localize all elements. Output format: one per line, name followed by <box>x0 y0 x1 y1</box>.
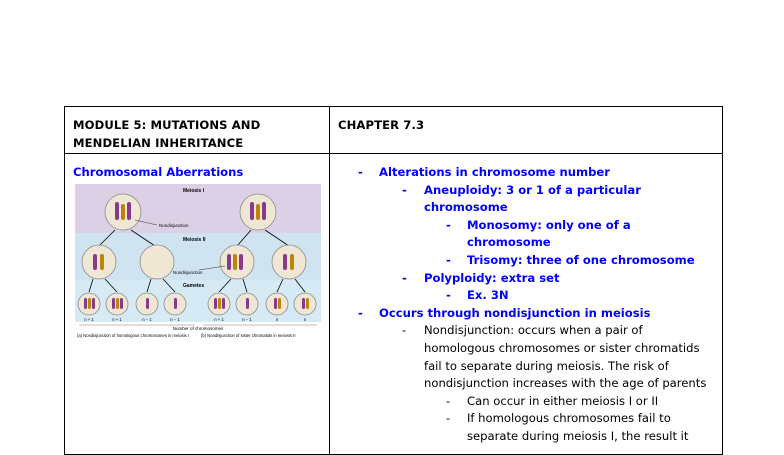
chapter-header-cell <box>330 107 723 154</box>
bullet-text: Nondisjunction: occurs when a pair of homologous chromosomes or sister chromatids fail to separate during meiosis. The risk of nondisjunction increases with the age of parents <box>424 323 707 391</box>
right-content-cell <box>330 154 723 455</box>
axis-label: Number of chromosomes <box>172 326 224 331</box>
gamete-count: n − 1 <box>142 317 152 322</box>
caption-b-wrap <box>201 333 319 349</box>
gamete-count: n + 1 <box>214 317 224 322</box>
bullet-dash: - <box>358 305 363 320</box>
chapter-title: CHAPTER 7.3 <box>338 118 425 132</box>
gamete-count: n − 1 <box>170 317 180 322</box>
meiosis1-label: Meiosis I <box>183 188 205 194</box>
notes-list-wrap <box>330 154 716 446</box>
gamete-count: n <box>303 317 307 322</box>
content-row <box>65 154 723 455</box>
gamete-count: n + 1 <box>84 317 94 322</box>
bullet-dash: - <box>446 393 451 408</box>
bullet-text: If homologous chromosomes fail to separate during meiosis I, the result it <box>467 411 689 443</box>
bullet-text: Alterations in chromosome number <box>379 165 610 179</box>
bullet-item <box>330 217 716 252</box>
bullet-dash: - <box>446 217 451 232</box>
bullet-item <box>330 393 716 411</box>
bullet-text: Occurs through nondisjunction in meiosis <box>379 305 651 320</box>
bullet-item <box>330 410 716 445</box>
bullet-text: Monosomy: only one of a chromosome <box>467 217 631 250</box>
gamete-count: n <box>275 317 279 322</box>
meiosis2-cell <box>140 245 174 279</box>
bullet-item <box>330 164 716 182</box>
notes-list <box>330 164 716 446</box>
section-title: Chromosomal Aberrations <box>73 165 244 179</box>
meiosis2-label: Meiosis II <box>183 237 206 243</box>
bullet-dash: - <box>402 182 407 197</box>
bullet-text: Trisomy: three of one chromosome <box>467 252 695 267</box>
nondisjunction-figure <box>75 184 321 350</box>
bullet-dash: - <box>402 323 407 338</box>
meiosis2-cell <box>272 245 306 279</box>
nondisjunction-label-1: Nondisjunction <box>159 223 189 228</box>
module-title: MODULE 5: MUTATIONS AND MENDELIAN INHERITANCE <box>73 118 261 150</box>
gametes-label: Gametes <box>183 283 205 289</box>
chromosome <box>121 204 125 220</box>
bullet-item <box>330 322 716 392</box>
notes-table <box>64 106 723 455</box>
bullet-item <box>330 305 716 323</box>
bullet-text: Aneuploidy: 3 or 1 of a particular chromosome <box>424 182 641 215</box>
gamete-count: n + 1 <box>112 317 122 322</box>
gamete-count: n − 1 <box>242 317 252 322</box>
caption-b: (b) Nondisjunction of sister chromatids in meiosis II <box>201 333 296 338</box>
left-content-cell <box>65 154 330 455</box>
bullet-item <box>330 182 716 217</box>
module-header-cell <box>65 107 330 154</box>
chromosome <box>127 202 131 220</box>
bullet-text: Polyploidy: extra set <box>424 270 560 285</box>
bullet-dash: - <box>446 411 451 426</box>
bullet-item <box>330 287 716 305</box>
caption-a: (a) Nondisjunction of homologous chromosomes in meiosis I <box>77 333 189 338</box>
caption-a-wrap <box>77 333 195 349</box>
bullet-text: Ex. 3N <box>467 288 509 303</box>
chromosome <box>256 204 260 220</box>
bullet-dash: - <box>446 252 451 267</box>
header-row <box>65 107 723 154</box>
bullet-text: Can occur in either meiosis I or II <box>467 393 659 408</box>
bullet-dash: - <box>446 288 451 303</box>
bullet-item <box>330 252 716 270</box>
nondisjunction-label-2: Nondisjunction <box>173 270 203 275</box>
bullet-dash: - <box>402 270 407 285</box>
chromosome <box>115 202 119 220</box>
chromosome <box>262 202 266 220</box>
bullet-dash: - <box>358 165 363 179</box>
meiosis2-cell <box>82 245 116 279</box>
bullet-item <box>330 270 716 288</box>
chromosome <box>250 202 254 220</box>
